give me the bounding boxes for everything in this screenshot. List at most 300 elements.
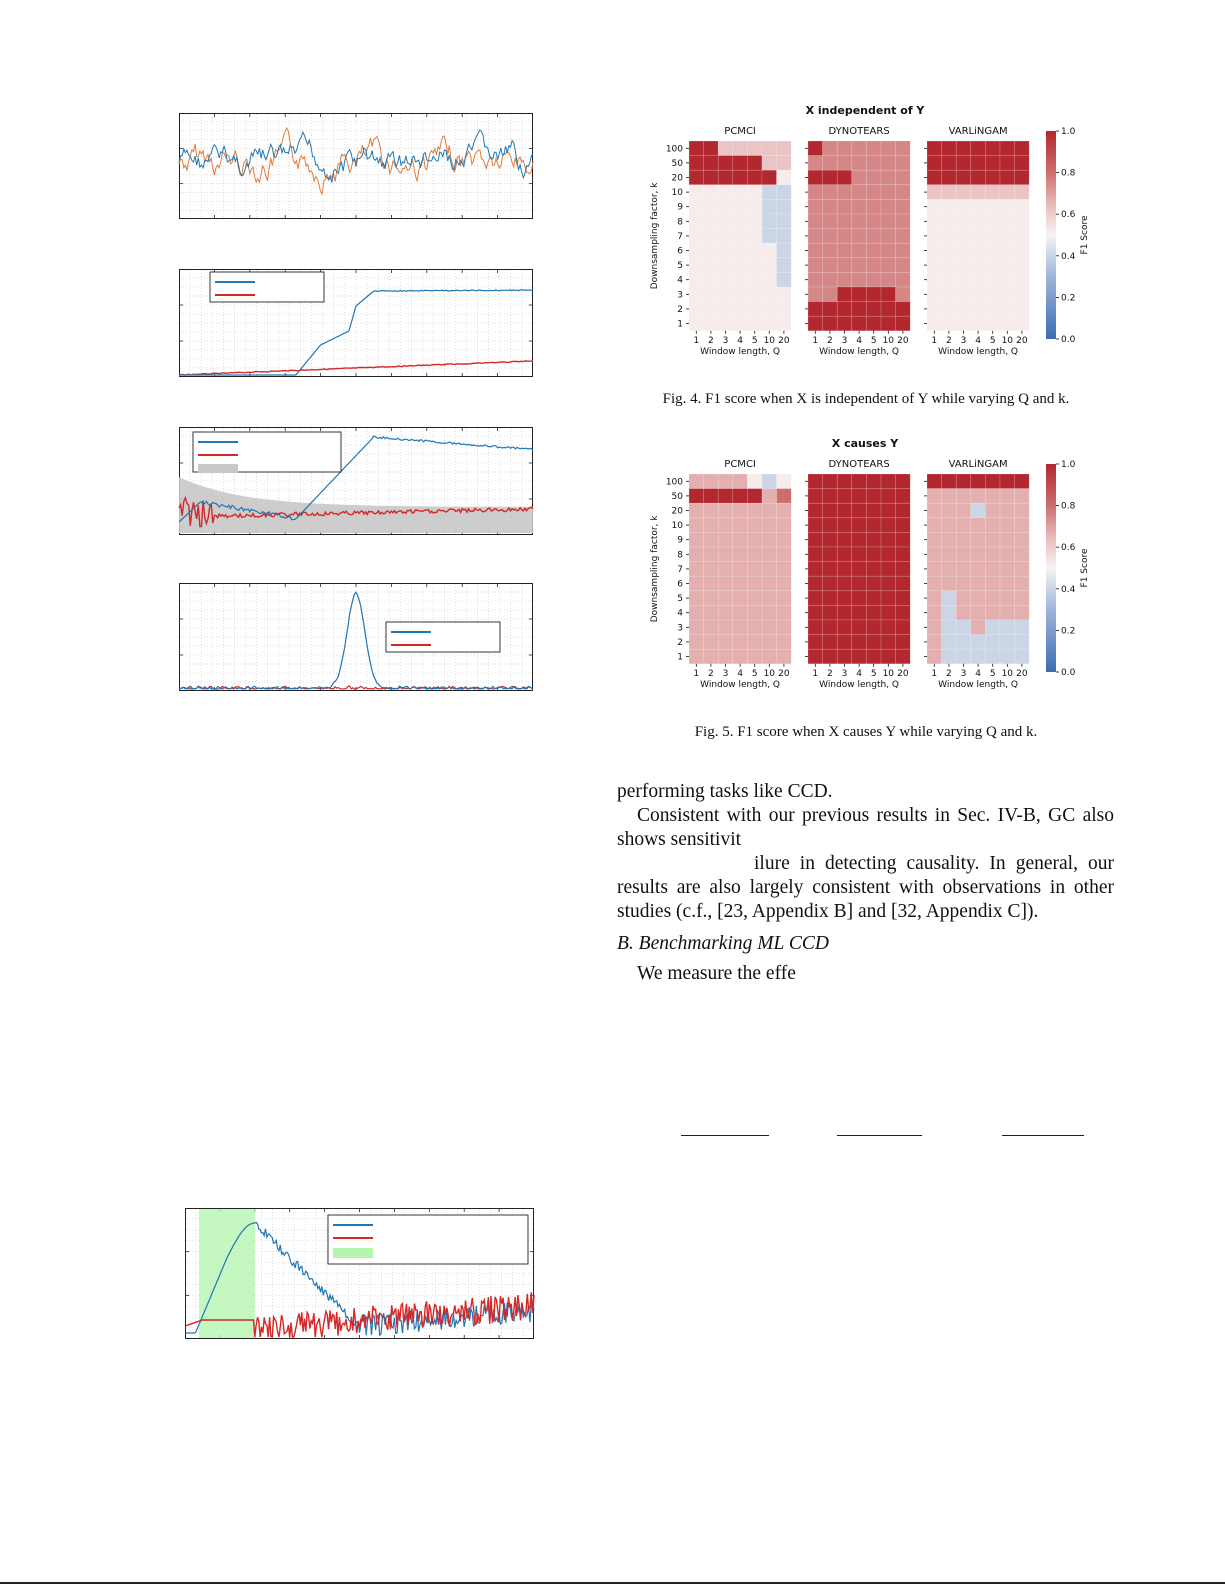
fig5-xtick-2-5: 10 [1001, 668, 1014, 679]
fig4-cell-1-5-0 [808, 214, 823, 229]
fig4-cell-2-4-0 [927, 199, 942, 214]
fig4-cell-2-2-2 [956, 170, 971, 185]
fig4-cell-1-6-3 [852, 229, 867, 244]
fig5-cell-1-3-3 [852, 518, 867, 533]
fig5-cell-1-9-6 [896, 605, 911, 620]
fig4-cell-2-9-2 [956, 272, 971, 287]
fig4-cell-1-10-3 [852, 287, 867, 302]
fig5-cell-1-5-1 [823, 547, 838, 562]
fig4-ylabel: Downsampling factor, k [650, 182, 660, 290]
fig5-cell-0-2-0 [689, 503, 704, 518]
fig4-cell-0-1-5 [762, 156, 777, 171]
fig4-cell-0-8-4 [747, 258, 762, 273]
fig4-cell-1-9-5 [881, 272, 896, 287]
fig5-cell-0-9-4 [747, 605, 762, 620]
fig4-cell-0-4-1 [704, 199, 719, 214]
fig5-cell-1-3-6 [896, 518, 911, 533]
fig5-cell-0-9-5 [762, 605, 777, 620]
fig4-ytick-12: 1 [677, 319, 683, 330]
fig4-cell-0-8-3 [733, 258, 748, 273]
fig4-cell-2-9-4 [985, 272, 1000, 287]
fig5-xtick-1-6: 20 [897, 668, 909, 679]
fig5-cell-1-6-3 [852, 562, 867, 577]
fig4-cell-0-0-1 [704, 141, 719, 156]
fig4-cell-0-0-2 [718, 141, 733, 156]
fig4-ytick-1: 50 [671, 158, 683, 169]
fig5-cell-0-5-6 [777, 547, 792, 562]
fig4-cell-0-7-2 [718, 243, 733, 258]
fig5-cell-1-1-2 [837, 489, 852, 504]
fig4-ytick-9: 4 [677, 275, 683, 286]
lp5-highlight-window [199, 1209, 255, 1338]
fig5-ytick-9: 4 [677, 608, 683, 619]
fig4-cell-0-5-6 [777, 214, 792, 229]
fig5-cell-2-5-6 [1015, 547, 1030, 562]
fig4-xtick-0-2: 3 [722, 335, 729, 346]
fig4-cell-0-0-0 [689, 141, 704, 156]
paragraph-3-line-1: We measure the effe [637, 963, 796, 984]
fig5-cell-1-11-6 [896, 635, 911, 650]
fig5-cell-0-0-0 [689, 474, 704, 489]
fig5-cell-2-8-0 [927, 591, 942, 606]
fig4-cell-0-10-3 [733, 287, 748, 302]
left-plot-3 [179, 427, 533, 535]
fig5-cell-0-0-4 [747, 474, 762, 489]
fig5-cell-1-1-1 [823, 489, 838, 504]
fig5-cell-0-8-1 [704, 591, 719, 606]
fig4-cell-1-12-0 [808, 316, 823, 331]
fig5-cell-2-7-6 [1015, 576, 1030, 591]
fig5-cell-2-4-2 [956, 532, 971, 547]
fig5-cell-0-12-5 [762, 649, 777, 664]
fig5-xtick-0-1: 2 [708, 668, 714, 679]
fig4-cell-2-0-5 [1000, 141, 1015, 156]
fig4-ytick-10: 3 [677, 290, 683, 301]
fig4-cell-2-3-3 [971, 185, 986, 200]
fig4-cell-1-12-5 [881, 316, 896, 331]
fig5-cell-2-2-2 [956, 503, 971, 518]
fig4-xtick-2-1: 2 [946, 335, 952, 346]
fig5-cell-0-4-0 [689, 532, 704, 547]
fig4-cell-0-2-5 [762, 170, 777, 185]
fig4-cell-1-6-6 [896, 229, 911, 244]
fig4-cell-2-6-1 [942, 229, 957, 244]
fig4-cell-2-8-6 [1015, 258, 1030, 273]
left-plot-4 [179, 583, 533, 691]
fig4-cell-1-2-0 [808, 170, 823, 185]
fig4-cell-0-1-0 [689, 156, 704, 171]
fig4-cell-1-2-6 [896, 170, 911, 185]
fig5-cell-2-9-0 [927, 605, 942, 620]
fig4-cell-0-12-2 [718, 316, 733, 331]
fig5-cell-1-4-2 [837, 532, 852, 547]
fig5-cell-1-6-1 [823, 562, 838, 577]
fig4-ytick-0: 100 [665, 144, 683, 155]
fig4-cell-0-0-6 [777, 141, 792, 156]
fig4-cell-2-10-4 [985, 287, 1000, 302]
fig4-cell-1-4-1 [823, 199, 838, 214]
fig4-cell-1-8-5 [881, 258, 896, 273]
fig5-cbtick-4: 0.8 [1061, 501, 1076, 512]
fig4-ytick-4: 9 [677, 202, 683, 213]
fig4-cell-1-9-1 [823, 272, 838, 287]
fig5-xtick-2-1: 2 [946, 668, 952, 679]
fig5-xtick-2-6: 20 [1016, 668, 1028, 679]
fig5-cell-1-1-3 [852, 489, 867, 504]
fig5-cell-2-12-3 [971, 649, 986, 664]
fig5-cell-1-1-4 [866, 489, 881, 504]
fig4-cell-0-7-1 [704, 243, 719, 258]
fig5-ytick-2: 20 [671, 506, 683, 517]
fig5-cell-1-1-5 [881, 489, 896, 504]
fig5-cell-0-6-2 [718, 562, 733, 577]
fig4-cell-1-5-4 [866, 214, 881, 229]
fig4-cell-1-1-3 [852, 156, 867, 171]
fig5-cell-0-3-4 [747, 518, 762, 533]
fig5-cell-0-7-6 [777, 576, 792, 591]
fig4-cell-2-10-2 [956, 287, 971, 302]
fig5-cell-0-6-4 [747, 562, 762, 577]
fig5-xtick-1-3: 4 [856, 668, 862, 679]
fig4-cell-2-5-1 [942, 214, 957, 229]
fig5-cell-0-1-5 [762, 489, 777, 504]
fig4-cell-1-7-3 [852, 243, 867, 258]
fig5-cell-1-9-2 [837, 605, 852, 620]
fig5-cell-2-4-1 [942, 532, 957, 547]
fig5-cell-2-6-2 [956, 562, 971, 577]
fig4-cell-0-6-5 [762, 229, 777, 244]
fig5-cell-1-7-6 [896, 576, 911, 591]
fig4-cell-2-12-5 [1000, 316, 1015, 331]
fig5-cell-2-3-5 [1000, 518, 1015, 533]
fig5-cell-1-0-4 [866, 474, 881, 489]
fig5-cell-0-7-2 [718, 576, 733, 591]
fig4-cell-2-1-6 [1015, 156, 1030, 171]
fig5-cell-2-5-3 [971, 547, 986, 562]
fig5-cell-0-1-2 [718, 489, 733, 504]
fig4-cell-2-7-2 [956, 243, 971, 258]
fig4-xtick-1-2: 3 [841, 335, 848, 346]
fig4-cell-1-11-6 [896, 302, 911, 317]
fig4-cell-1-2-1 [823, 170, 838, 185]
fig5-cell-2-8-1 [942, 591, 957, 606]
fig4-xtick-1-3: 4 [856, 335, 862, 346]
fig5-ytick-3: 10 [671, 521, 683, 532]
fig4-cell-1-9-2 [837, 272, 852, 287]
fig4-cell-0-2-2 [718, 170, 733, 185]
fig4-cell-1-11-3 [852, 302, 867, 317]
fig5-ytick-11: 2 [677, 637, 683, 648]
fig4-cell-0-3-5 [762, 185, 777, 200]
fig4-cell-0-3-1 [704, 185, 719, 200]
fig4-cell-0-11-3 [733, 302, 748, 317]
fig4-cell-1-3-4 [866, 185, 881, 200]
fig4-cell-0-4-5 [762, 199, 777, 214]
fig5-cell-0-11-5 [762, 635, 777, 650]
fig5-cell-0-12-0 [689, 649, 704, 664]
fig4-cell-2-9-3 [971, 272, 986, 287]
fig5-cell-0-5-3 [733, 547, 748, 562]
fig4-cell-2-12-2 [956, 316, 971, 331]
fig4-cell-0-2-0 [689, 170, 704, 185]
fig5-cell-1-12-5 [881, 649, 896, 664]
fig4-cell-2-12-0 [927, 316, 942, 331]
fig4-cell-1-9-3 [852, 272, 867, 287]
fig4-cell-2-0-0 [927, 141, 942, 156]
fig5-panel-title-2: VARLiNGAM [948, 459, 1008, 470]
fig5-cell-1-8-4 [866, 591, 881, 606]
fig4-cell-2-11-5 [1000, 302, 1015, 317]
fig5-caption: Fig. 5. F1 score when X causes Y while varying Q and k. [694, 724, 1038, 740]
fig4-cell-2-10-1 [942, 287, 957, 302]
fig4-cell-0-6-0 [689, 229, 704, 244]
fig5-cell-0-9-3 [733, 605, 748, 620]
fig4-cell-0-1-6 [777, 156, 792, 171]
fig5-cell-2-10-3 [971, 620, 986, 635]
fig4-cell-2-12-3 [971, 316, 986, 331]
fig5-cell-2-5-0 [927, 547, 942, 562]
fig5-cell-0-4-1 [704, 532, 719, 547]
fig5-cell-0-2-2 [718, 503, 733, 518]
fig4-cell-0-3-4 [747, 185, 762, 200]
fig4-cell-1-0-3 [852, 141, 867, 156]
fig5-cell-1-8-1 [823, 591, 838, 606]
fig5-cell-2-9-6 [1015, 605, 1030, 620]
fig4-cell-1-0-5 [881, 141, 896, 156]
fig5-cell-2-1-6 [1015, 489, 1030, 504]
fig4-cell-1-3-2 [837, 185, 852, 200]
fig4-colorbar-label: F1 Score [1080, 215, 1090, 255]
fig4-cell-0-12-4 [747, 316, 762, 331]
fig5-cell-1-9-0 [808, 605, 823, 620]
fig4-xlabel-0: Window length, Q [700, 346, 781, 357]
fig5-cell-2-1-2 [956, 489, 971, 504]
fig5-cell-1-8-6 [896, 591, 911, 606]
fig5-cell-0-4-6 [777, 532, 792, 547]
fig4-cell-2-10-0 [927, 287, 942, 302]
fig5-xtick-1-1: 2 [827, 668, 833, 679]
fig4-cell-1-9-4 [866, 272, 881, 287]
fig4-cell-0-6-6 [777, 229, 792, 244]
fig5-cell-1-7-0 [808, 576, 823, 591]
fig5-xtick-2-0: 1 [931, 668, 938, 679]
fig4-cell-2-0-4 [985, 141, 1000, 156]
fig4-xlabel-1: Window length, Q [819, 346, 900, 357]
fig5-cell-2-5-2 [956, 547, 971, 562]
fig5-cell-0-12-4 [747, 649, 762, 664]
fig5-cell-0-7-4 [747, 576, 762, 591]
fig4-panel-title-0: PCMCI [724, 126, 756, 137]
fig4-cell-2-7-6 [1015, 243, 1030, 258]
fig5-panel-title-0: PCMCI [724, 459, 756, 470]
fig5-xtick-0-5: 10 [763, 668, 776, 679]
fig5-cell-2-11-4 [985, 635, 1000, 650]
fig5-cell-1-9-3 [852, 605, 867, 620]
fig4-panel-title-2: VARLiNGAM [948, 126, 1008, 137]
fig5-cell-1-9-4 [866, 605, 881, 620]
fig4-ytick-7: 6 [677, 246, 683, 257]
fig5-cell-0-10-3 [733, 620, 748, 635]
fig5-cell-0-0-1 [704, 474, 719, 489]
fig5-cell-2-6-3 [971, 562, 986, 577]
fig4-cell-1-12-6 [896, 316, 911, 331]
fig4-cell-0-2-1 [704, 170, 719, 185]
fig5-cell-0-11-6 [777, 635, 792, 650]
fig4-cell-0-10-2 [718, 287, 733, 302]
fig5-cell-0-1-4 [747, 489, 762, 504]
fig5-cell-0-8-4 [747, 591, 762, 606]
fig4-cell-1-1-0 [808, 156, 823, 171]
fig4-cell-2-4-4 [985, 199, 1000, 214]
fig4-cell-1-2-4 [866, 170, 881, 185]
fig4-cell-1-7-6 [896, 243, 911, 258]
fig4-cell-2-9-5 [1000, 272, 1015, 287]
fig5-cell-1-8-0 [808, 591, 823, 606]
fig5-cell-2-0-5 [1000, 474, 1015, 489]
fig4-cell-2-5-2 [956, 214, 971, 229]
fig5-cell-2-8-3 [971, 591, 986, 606]
fig4-cell-0-12-3 [733, 316, 748, 331]
fig5-cell-1-2-2 [837, 503, 852, 518]
fig5-cell-1-5-2 [837, 547, 852, 562]
fig5-cell-1-8-3 [852, 591, 867, 606]
fig5-cell-1-3-1 [823, 518, 838, 533]
fig5-cell-2-10-2 [956, 620, 971, 635]
fig5-ytick-12: 1 [677, 652, 683, 663]
fig4-cell-2-3-0 [927, 185, 942, 200]
fig5-cell-0-1-0 [689, 489, 704, 504]
table-rule-3 [1002, 1135, 1084, 1136]
fig4-cell-2-7-4 [985, 243, 1000, 258]
fig5-cell-2-1-5 [1000, 489, 1015, 504]
fig5-cell-0-1-6 [777, 489, 792, 504]
fig4-cell-2-0-6 [1015, 141, 1030, 156]
fig5-xtick-0-0: 1 [693, 668, 700, 679]
fig4-cell-1-1-6 [896, 156, 911, 171]
lp3-legend-swatch-2 [198, 464, 238, 473]
fig4-cell-2-11-3 [971, 302, 986, 317]
fig4-xtick-1-1: 2 [827, 335, 833, 346]
fig5-colorbar-label: F1 Score [1080, 548, 1090, 588]
fig4-cell-1-3-1 [823, 185, 838, 200]
fig5-cell-0-4-3 [733, 532, 748, 547]
fig5-title: X causes Y [831, 437, 899, 450]
fig4-xtick-0-3: 4 [737, 335, 743, 346]
fig4-cell-2-10-5 [1000, 287, 1015, 302]
fig4-cell-0-12-5 [762, 316, 777, 331]
left-plot-5 [185, 1208, 534, 1339]
fig5-cell-1-2-1 [823, 503, 838, 518]
fig4-cell-1-4-3 [852, 199, 867, 214]
fig5-cell-0-7-1 [704, 576, 719, 591]
fig4-cell-1-2-2 [837, 170, 852, 185]
fig5-cell-0-9-0 [689, 605, 704, 620]
fig5-heatmap-figure [640, 433, 1100, 695]
fig4-xtick-2-0: 1 [931, 335, 938, 346]
fig5-cell-1-1-6 [896, 489, 911, 504]
fig4-cell-2-12-4 [985, 316, 1000, 331]
fig4-cell-1-12-1 [823, 316, 838, 331]
fig5-cell-0-0-3 [733, 474, 748, 489]
fig4-cell-2-2-5 [1000, 170, 1015, 185]
fig5-cell-1-5-0 [808, 547, 823, 562]
fig5-cell-2-12-5 [1000, 649, 1015, 664]
fig5-cell-1-7-1 [823, 576, 838, 591]
fig5-cell-1-12-6 [896, 649, 911, 664]
fig5-cell-2-11-2 [956, 635, 971, 650]
fig5-cell-0-9-2 [718, 605, 733, 620]
fig5-cell-2-0-6 [1015, 474, 1030, 489]
fig5-cell-0-10-2 [718, 620, 733, 635]
fig5-cell-2-6-0 [927, 562, 942, 577]
fig5-cell-1-7-3 [852, 576, 867, 591]
fig4-xtick-2-2: 3 [960, 335, 967, 346]
fig4-cell-2-9-6 [1015, 272, 1030, 287]
fig4-cell-2-11-1 [942, 302, 957, 317]
fig4-cell-0-5-3 [733, 214, 748, 229]
fig5-cell-0-3-2 [718, 518, 733, 533]
fig4-cell-2-6-0 [927, 229, 942, 244]
fig5-cell-2-9-3 [971, 605, 986, 620]
fig4-cell-0-1-1 [704, 156, 719, 171]
fig5-cell-1-6-5 [881, 562, 896, 577]
fig4-xtick-0-4: 5 [751, 335, 758, 346]
fig5-xtick-2-3: 4 [975, 668, 981, 679]
fig4-cell-0-4-6 [777, 199, 792, 214]
fig5-cell-2-0-1 [942, 474, 957, 489]
fig4-cell-2-4-1 [942, 199, 957, 214]
fig4-heatmap-figure [640, 100, 1100, 362]
fig5-cell-0-6-5 [762, 562, 777, 577]
fig5-cell-1-7-5 [881, 576, 896, 591]
fig5-cell-2-7-2 [956, 576, 971, 591]
fig4-cell-1-8-2 [837, 258, 852, 273]
fig5-cell-1-2-4 [866, 503, 881, 518]
fig4-cell-2-0-3 [971, 141, 986, 156]
fig4-cell-0-8-1 [704, 258, 719, 273]
fig4-cell-0-10-4 [747, 287, 762, 302]
fig5-ytick-6: 7 [677, 564, 683, 575]
fig5-cell-0-5-4 [747, 547, 762, 562]
fig5-cell-2-2-1 [942, 503, 957, 518]
fig4-cell-1-3-0 [808, 185, 823, 200]
fig4-cell-2-6-4 [985, 229, 1000, 244]
fig5-cell-2-4-0 [927, 532, 942, 547]
fig4-cell-2-8-4 [985, 258, 1000, 273]
fig5-cbtick-1: 0.2 [1061, 626, 1076, 637]
fig4-cell-1-10-6 [896, 287, 911, 302]
fig4-cell-2-12-6 [1015, 316, 1030, 331]
fig4-cell-2-5-3 [971, 214, 986, 229]
fig5-cbtick-3: 0.6 [1061, 543, 1076, 554]
fig5-cbtick-5: 1.0 [1061, 460, 1076, 470]
fig4-cell-2-6-3 [971, 229, 986, 244]
fig4-cell-2-4-6 [1015, 199, 1030, 214]
fig4-cell-1-9-0 [808, 272, 823, 287]
fig4-cell-2-5-0 [927, 214, 942, 229]
fig5-xtick-0-3: 4 [737, 668, 743, 679]
fig5-cell-1-7-4 [866, 576, 881, 591]
fig5-cell-1-3-2 [837, 518, 852, 533]
fig4-cell-1-6-1 [823, 229, 838, 244]
fig5-cell-2-8-6 [1015, 591, 1030, 606]
fig4-cell-0-2-6 [777, 170, 792, 185]
fig4-cell-0-7-4 [747, 243, 762, 258]
fig4-cell-0-0-3 [733, 141, 748, 156]
fig4-cell-0-3-2 [718, 185, 733, 200]
fig5-xtick-2-4: 5 [989, 668, 996, 679]
fig4-cell-2-11-4 [985, 302, 1000, 317]
